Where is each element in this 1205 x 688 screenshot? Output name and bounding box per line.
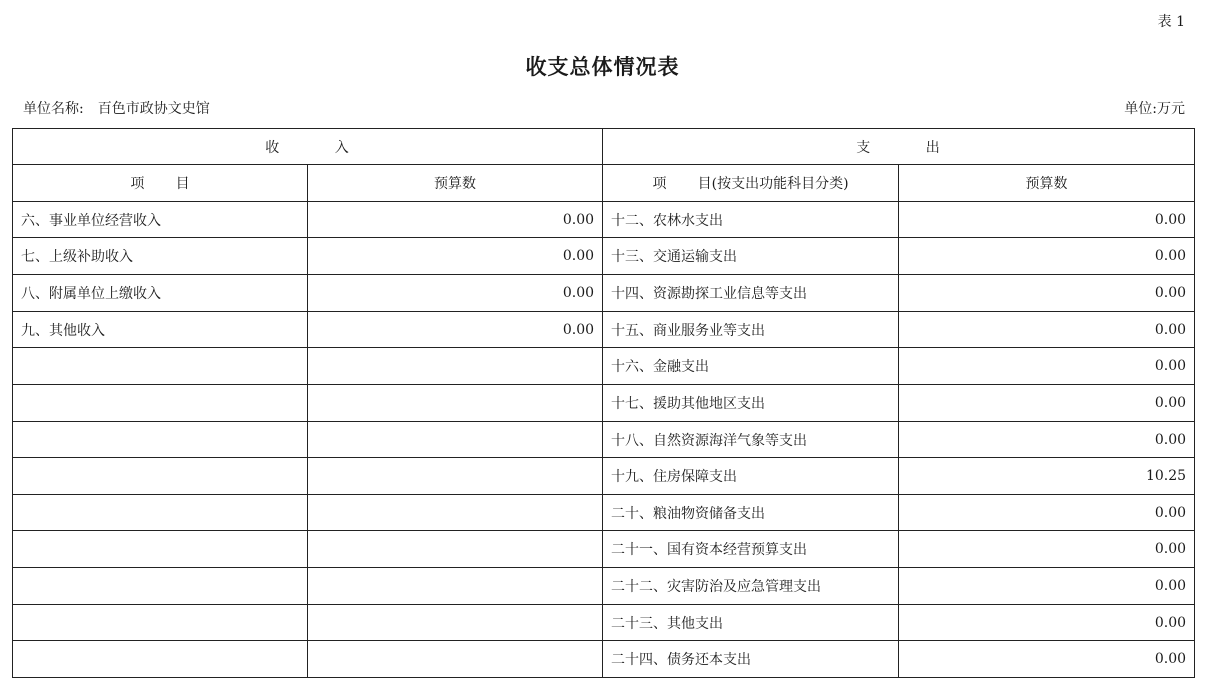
expense-item-cell: 十二、农林水支出 — [603, 202, 899, 238]
expense-budget-cell: 0.00 — [899, 568, 1195, 605]
expense-budget-cell: 0.00 — [899, 385, 1195, 422]
income-budget-cell: 0.00 — [308, 275, 603, 312]
table-row — [13, 312, 1195, 348]
expense-budget-cell: 10.25 — [899, 458, 1195, 495]
expense-item-cell: 二十三、其他支出 — [603, 605, 899, 641]
expense-budget-cell: 0.00 — [899, 495, 1195, 531]
income-item-cell — [13, 495, 308, 531]
expense-item-cell: 十三、交通运输支出 — [603, 238, 899, 275]
expense-item-cell: 十六、金融支出 — [603, 348, 899, 385]
expense-item-cell: 十八、自然资源海洋气象等支出 — [603, 422, 899, 458]
expense-budget-cell: 0.00 — [899, 312, 1195, 348]
table-row — [13, 385, 1195, 422]
expense-item-column-header: 项 目(按支出功能科目分类) — [603, 165, 899, 202]
table-row — [13, 568, 1195, 605]
expense-item-cell: 二十四、债务还本支出 — [603, 641, 899, 678]
table-row — [13, 605, 1195, 641]
income-budget-cell — [308, 458, 603, 495]
income-budget-cell — [308, 385, 603, 422]
column-header-row — [13, 165, 1195, 202]
unit-name-value: 百色市政协文史馆 — [97, 101, 210, 117]
income-budget-cell — [308, 531, 603, 568]
income-budget-cell — [308, 348, 603, 385]
table-number: 表 1 — [1157, 14, 1185, 30]
unit-name — [23, 98, 210, 118]
expense-budget-cell: 0.00 — [899, 238, 1195, 275]
income-budget-cell — [308, 605, 603, 641]
expense-budget-cell: 0.00 — [899, 275, 1195, 312]
table-row — [13, 641, 1195, 678]
income-item-cell — [13, 422, 308, 458]
expense-section-header: 支 出 — [603, 129, 1195, 165]
income-item-cell — [13, 568, 308, 605]
income-item-cell: 六、事业单位经营收入 — [13, 202, 308, 238]
expense-item-cell: 十四、资源勘探工业信息等支出 — [603, 275, 899, 312]
income-item-cell — [13, 605, 308, 641]
unit-name-label: 单位名称: — [23, 101, 84, 117]
table-row — [13, 458, 1195, 495]
income-budget-cell: 0.00 — [308, 202, 603, 238]
income-item-cell — [13, 531, 308, 568]
budget-table — [12, 128, 1195, 678]
income-item-cell — [13, 348, 308, 385]
expense-budget-cell: 0.00 — [899, 641, 1195, 678]
expense-item-cell: 十七、援助其他地区支出 — [603, 385, 899, 422]
income-item-cell — [13, 385, 308, 422]
table-row — [13, 238, 1195, 275]
expense-item-cell: 二十、粮油物资储备支出 — [603, 495, 899, 531]
expense-item-cell: 二十二、灾害防治及应急管理支出 — [603, 568, 899, 605]
income-item-cell: 九、其他收入 — [13, 312, 308, 348]
income-section-header: 收 入 — [13, 129, 603, 165]
income-budget-cell: 0.00 — [308, 312, 603, 348]
income-item-column-header: 项 目 — [13, 165, 308, 202]
currency-unit: 单位:万元 — [1124, 101, 1185, 117]
expense-budget-cell: 0.00 — [899, 531, 1195, 568]
income-item-cell: 七、上级补助收入 — [13, 238, 308, 275]
table-row — [13, 531, 1195, 568]
income-budget-cell — [308, 568, 603, 605]
expense-item-cell: 二十一、国有资本经营预算支出 — [603, 531, 899, 568]
expense-budget-cell: 0.00 — [899, 422, 1195, 458]
table-row — [13, 275, 1195, 312]
expense-budget-cell: 0.00 — [899, 348, 1195, 385]
section-header-row — [13, 129, 1195, 165]
table-row — [13, 348, 1195, 385]
income-budget-cell — [308, 641, 603, 678]
expense-budget-column-header: 预算数 — [899, 165, 1195, 202]
expense-budget-cell: 0.00 — [899, 202, 1195, 238]
income-budget-cell: 0.00 — [308, 238, 603, 275]
expense-item-cell: 十九、住房保障支出 — [603, 458, 899, 495]
page-title: 收支总体情况表 — [525, 55, 680, 79]
table-row — [13, 495, 1195, 531]
income-item-cell — [13, 458, 308, 495]
expense-budget-cell: 0.00 — [899, 605, 1195, 641]
expense-item-cell: 十五、商业服务业等支出 — [603, 312, 899, 348]
income-item-cell — [13, 641, 308, 678]
income-budget-cell — [308, 422, 603, 458]
table-row — [13, 202, 1195, 238]
income-budget-column-header: 预算数 — [308, 165, 603, 202]
income-budget-cell — [308, 495, 603, 531]
income-item-cell: 八、附属单位上缴收入 — [13, 275, 308, 312]
table-row — [13, 422, 1195, 458]
